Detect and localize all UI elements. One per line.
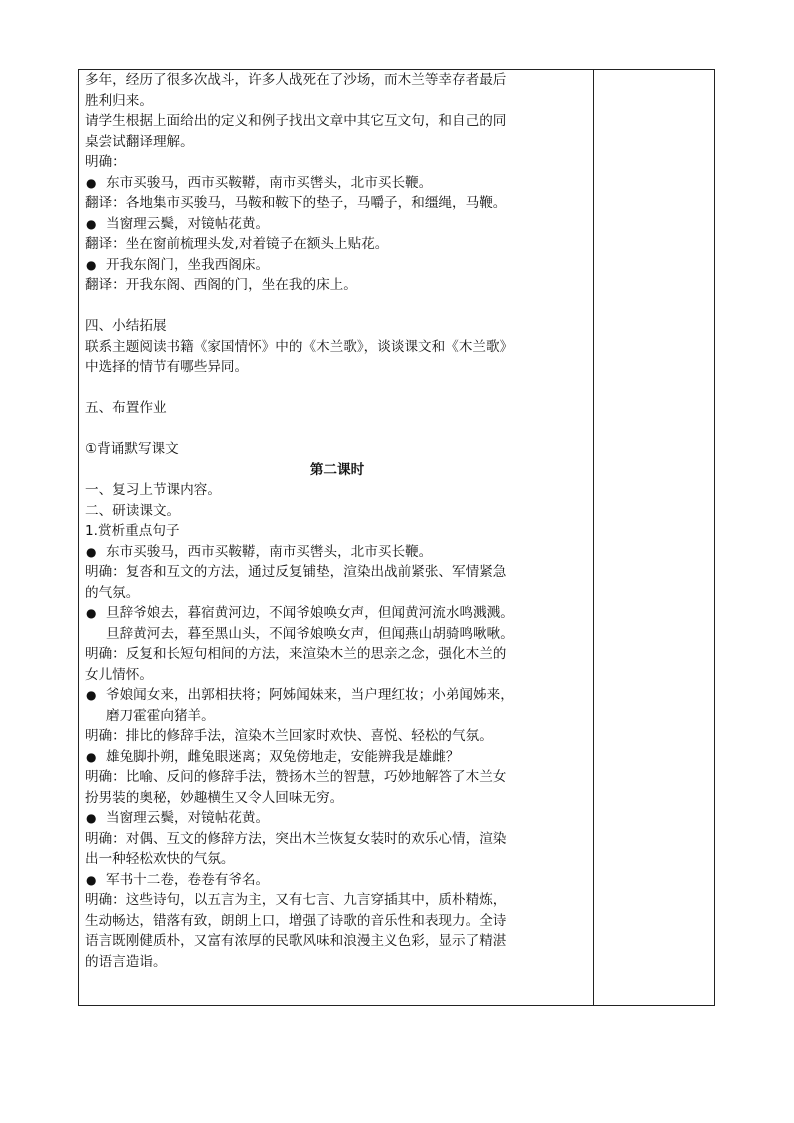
text-line: 明确：复沓和互文的方法，通过反复铺垫，渲染出战前紧张、军情紧急 xyxy=(85,564,507,580)
text-line: 的语言造诣。 xyxy=(85,953,167,970)
bullet-item: ● 当窗理云鬓，对镜帖花黄。 xyxy=(85,214,589,235)
bullet-item: ● 当窗理云鬓，对镜帖花黄。 xyxy=(85,808,589,829)
text-line: 的气氛。 xyxy=(85,584,140,601)
text-line: 二、研读课文。 xyxy=(85,502,181,519)
section-heading: 五、布置作业 xyxy=(85,400,167,416)
text-line: 明确：反复和长短句相间的方法，来渲染木兰的思亲之念，强化木兰的 xyxy=(85,646,507,662)
bullet-icon: ● xyxy=(86,175,97,190)
section-heading: 四、小结拓展 xyxy=(85,318,167,334)
text-line: 翻译：各地集市买骏马，马鞍和鞍下的垫子，马嚼子，和缰绳，马鞭。 xyxy=(85,195,507,211)
text-line: 联系主题阅读书籍《家国情怀》中的《木兰歌》，谈谈课文和《木兰歌》 xyxy=(85,338,514,355)
text-line: 明确：对偶、互文的修辞方法，突出木兰恢复女装时的欢乐心情，渲染 xyxy=(85,830,507,847)
text-line: 出一种轻松欢快的气氛。 xyxy=(85,851,235,867)
bullet-icon: ● xyxy=(86,216,97,231)
lesson-heading: 第二课时 xyxy=(309,461,365,478)
text-line: 明确：比喻、反问的修辞手法，赞扬木兰的智慧，巧妙地解答了木兰女 xyxy=(85,769,507,785)
text-line: 翻译：开我东阁、西阁的门，坐在我的床上。 xyxy=(85,277,357,293)
text-line: 1.赏析重点句子 xyxy=(85,523,180,539)
bullet-item: ● 军书十二卷，卷卷有爷名。 xyxy=(85,870,589,891)
bullet-icon: ● xyxy=(86,811,97,825)
bullet-item: ● 旦辞爷娘去，暮宿黄河边，不闻爷娘唤女声，但闻黄河流水鸣溅溅。 xyxy=(85,603,589,624)
lesson-content-cell xyxy=(85,70,589,972)
text-line: 桌尝试翻译理解。 xyxy=(85,133,194,150)
bullet-icon: ● xyxy=(86,544,97,559)
bullet-item: ● 爷娘闻女来，出郭相扶将；阿姊闻妹来，当户理红妆；小弟闻姊来， xyxy=(85,685,589,706)
text-line: 胜利归来。 xyxy=(85,92,153,109)
bullet-item: ● 雄兔脚扑朔，雌兔眼迷离；双兔傍地走，安能辨我是雄雌？ xyxy=(85,747,589,768)
bullet-item: ● 东市买骏马，西市买鞍鞯，南市买辔头，北市买长鞭。 xyxy=(85,542,589,563)
bullet-item: ● 东市买骏马，西市买鞍鞯，南市买辔头，北市买长鞭。 xyxy=(85,173,589,194)
column-divider xyxy=(593,70,594,1005)
bullet-item: ● 开我东阁门，坐我西阁床。 xyxy=(85,255,589,276)
text-line: 生动畅达，错落有致，朗朗上口，增强了诗歌的音乐性和表现力。全诗 xyxy=(85,912,507,929)
text-line: 语言既刚健质朴，又富有浓厚的民歌风味和浪漫主义色彩，显示了精湛 xyxy=(85,933,507,949)
text-line: 明确：这些诗句，以五言为主，又有七言、九言穿插其中，质朴精炼， xyxy=(85,892,507,908)
text-line: 明确：排比的修辞手法，渲染木兰回家时欢快、喜悦、轻松的气氛。 xyxy=(85,728,493,744)
bullet-icon: ● xyxy=(86,257,97,272)
text-line: 多年，经历了很多次战斗，许多人战死在了沙场，而木兰等幸存者最后 xyxy=(85,72,507,88)
text-line: 中选择的情节有哪些异同。 xyxy=(85,359,249,375)
text-line: 翻译：坐在窗前梳理头发,对着镜子在额头上贴花。 xyxy=(85,236,389,252)
text-line: 请学生根据上面给出的定义和例子找出文章中其它互文句，和自己的同 xyxy=(85,113,507,129)
text-line: 扮男装的奥秘，妙趣横生又令人回味无穷。 xyxy=(85,789,344,806)
text-line: 女儿情怀。 xyxy=(85,666,153,683)
text-line: ①背诵默写课文 xyxy=(85,441,179,457)
lesson-table xyxy=(78,69,715,1006)
text-line: 一、复习上节课内容。 xyxy=(85,482,221,498)
bullet-icon: ● xyxy=(86,872,97,887)
bullet-icon: ● xyxy=(86,606,97,620)
text-line: 明确： xyxy=(85,154,126,170)
bullet-continuation: 旦辞黄河去，暮至黑山头，不闻爷娘唤女声，但闻燕山胡骑鸣啾啾。 xyxy=(106,625,514,642)
bullet-icon: ● xyxy=(86,749,97,764)
bullet-icon: ● xyxy=(86,688,97,702)
bullet-continuation: 磨刀霍霍向猪羊。 xyxy=(106,707,215,724)
